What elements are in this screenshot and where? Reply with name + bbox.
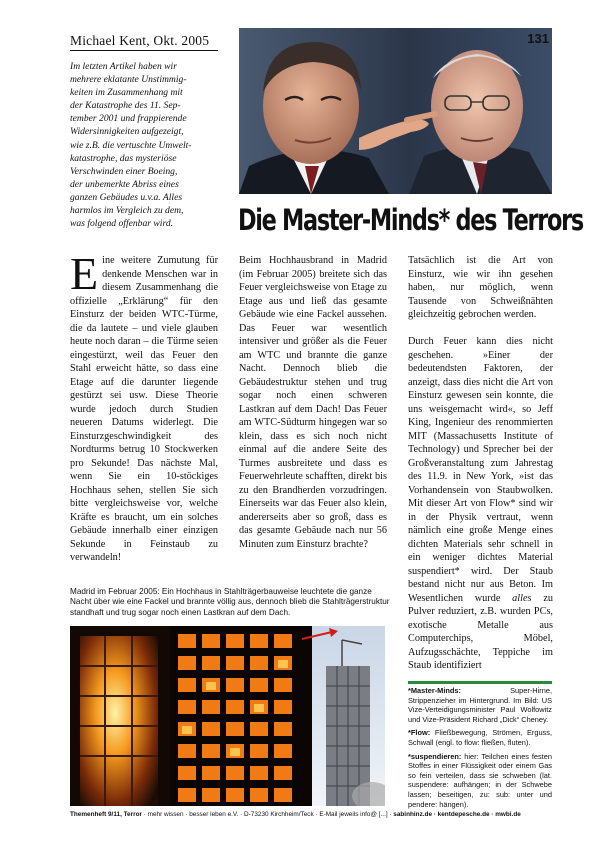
intro-line: ganzen Gebäudes u.v.a. Alles — [70, 191, 183, 203]
article-column-2 — [239, 254, 387, 565]
glossary-rule — [408, 681, 552, 684]
intro-line: mehrere eklatante Unstimmig- — [70, 74, 187, 86]
burnt-tower-illustration — [312, 626, 385, 806]
footer-publisher: · mehr wissen · besser leben e.V. · D-73230 Kirchheim/Teck · E-Mail jeweils info@ [...] · — [141, 811, 394, 818]
portrait-photo — [239, 28, 552, 194]
author-byline: Michael Kent, Okt. 2005 — [70, 33, 210, 48]
glossary-entry — [408, 686, 552, 724]
article-column-1 — [70, 248, 218, 578]
intro-line: katastrophe, das mysteriöse — [70, 152, 177, 164]
intro-line: Verschwinden einer Boeing, — [70, 165, 178, 177]
intro-lead — [70, 60, 218, 230]
fire-photo-2 — [170, 626, 312, 806]
photo-caption: Madrid im Februar 2005: Ein Hochhaus in Stahlträgerbauweise leuchtete die ganze Nacht über wie eine Fackel und brannte völlig aus, dennoch blieb die Stahlträgerstruktur standhaft und trug sogar noch einen Lastkran auf dem Dach. — [70, 587, 390, 617]
dropcap: E — [70, 248, 99, 299]
glossary-entry — [408, 728, 552, 747]
article-paragraph: Beim Hochhausbrand in Madrid (im Februar 2005) breitete sich das Feuer vergleichsweise von Etage zu Etage aus und ließ das gesamte Gebäude wie eine Fackel aussehen. Das Feuer war wesentlich intensiver und größer als die Feuer am WTC und brannte die ganze Nacht. Dennoch blieb die Gebäudestruktur stehen und trug sogar noch einen schweren Lastkran auf dem Dach! Das Feuer am WTC-Südturm hingegen war so klein, dass es sich noch nicht einmal auf die andere Seite des Turmes ausbreitete und dass es Feuerwehrleute schafften, direkt bis zu den Brandherden vorzudringen. Einerseits war das Feuer also klein, andererseits aber so groß, dass es das gesamte Gebäude nach nur 56 Minuten zum Einsturz brachte? — [239, 255, 387, 550]
glossary-definition: Super-Hirne, Strippenzieher im Hintergrund. Im Bild: US Vize-Verteidigungsminister Paul Wolfowitz und Vize-Präsident Richard „Dick“ Cheney. — [408, 686, 552, 724]
footer-issue: Themenheft 9/11, Terror — [70, 811, 142, 818]
red-arrow-icon — [300, 627, 340, 643]
fire-photo-3 — [312, 626, 385, 806]
intro-line: keiten im Zusammenhang mit — [70, 87, 183, 99]
headline: Die Master-Minds* des Terrors — [238, 204, 583, 238]
article-paragraph — [408, 335, 553, 673]
intro-line: der Katastrophe des 11. Sep- — [70, 100, 181, 112]
glossary-term: *Flow: — [408, 728, 431, 738]
intro-line: wie z.B. die vertuschte Umwelt- — [70, 139, 192, 151]
article-paragraph: Tatsächlich ist die Art von Einsturz, wie wir ihn gesehen haben, nur möglich, wenn Tausende von Schweißnähten gleichzeitig gebrochen werden. — [408, 255, 553, 320]
intro-line: harmlos im Vergleich zu dem, — [70, 205, 184, 217]
glossary-definition: hier: Teilchen eines festen Stoffes in einer Flüssigkeit oder einem Gas so fein verteilen, dass sie schweben (lat. suspendere: aufhängen; in der Schwebe lassen; beseitigen, zu: sub: unter und pendere: hängen). — [408, 751, 552, 809]
intro-line: Im letzten Artikel haben wir — [70, 61, 177, 72]
glossary-term: *suspendieren: — [408, 751, 462, 761]
author-underline — [70, 50, 218, 51]
page-number: 131 — [527, 31, 549, 46]
paragraph-text: ine weitere Zumutung für denkende Menschen war in diesem Zusammenhang die offizielle „Erklärung“ für den Einsturz der beiden WTC-Türme, die da lautete – und viele glauben heute noch daran – die Türme seien eingestürzt, weil das Feuer den Stahl erweicht hätte, so dass eine Etage auf die darunter liegende gestürzt sei usw. Diese Theorie wurde jedoch durch Studien neueren Datums widerlegt. Die Einsturzgeschwindigkeit des Nordturms betrug 10 Stockwerken pro Sekunde! Das nächste Mal, wenn Sie ein 10-stöckiges Hochhaus sehen, stellen Sie sich bitte vergleichsweise vor, welche Kräfte es braucht, um ein solches Gebäude innerhalb einer einzigen Sekunde in Feinstaub zu verwandeln! — [70, 255, 218, 563]
intro-line: was folgend offenbar wird. — [70, 218, 174, 230]
article-paragraph — [70, 248, 218, 565]
glossary-box — [408, 686, 552, 813]
paragraph-text: zu Pulver reduziert, z.B. wurden PCs, exotische Metalle aus Computerchips, Möbel, Aufzugsschächte, Teppiche im Staub identifiziert — [408, 592, 553, 671]
portrait-illustration — [239, 28, 552, 194]
glossary-definition: Fließbewegung, Strömen, Erguss, Schwall (engl. to flow: fließen, fluten). — [408, 728, 552, 747]
emphasis-text: alles — [512, 592, 532, 604]
fire-photo-1 — [70, 626, 170, 806]
intro-line: tember 2001 und frappierende — [70, 113, 187, 125]
article-column-3 — [408, 254, 553, 686]
intro-line: der unbemerkte Abriss eines — [70, 178, 179, 190]
page-footer — [70, 811, 553, 818]
fire-illustration — [70, 626, 170, 806]
footer-websites: sabinhinz.de · kentdepesche.de · mwbi.de — [393, 811, 521, 818]
fire-illustration — [170, 626, 312, 806]
intro-line: Widersinnigkeiten aufgezeigt, — [70, 126, 184, 138]
glossary-term: *Master-Minds: — [408, 686, 461, 695]
paragraph-text: Durch Feuer kann dies nicht geschehen. »Einer der bedeutendsten Faktoren, der anzeigt, dass dies nicht die Art von Einsturz gewesen sein konnte, die uns weisgemacht wird«, so Jeff King, Ingenieur des renommierten MIT (Massachusetts Institute of Technology) und Sprecher bei der Großveranstaltung zum Jahrestag des 11.9. in New York, »ist das Vorhandensein von Staubwolken. Mit dieser Art von Flow* sind wir in der Physik vertraut, wenn nämlich eine große Menge eines dichten Materials sehr schnell in ein weniger dichtes Material suspendiert* wird. Der Staub bestand nicht nur aus Beton. Im Wesentlichen wurde — [408, 336, 553, 604]
glossary-entry — [408, 752, 552, 810]
